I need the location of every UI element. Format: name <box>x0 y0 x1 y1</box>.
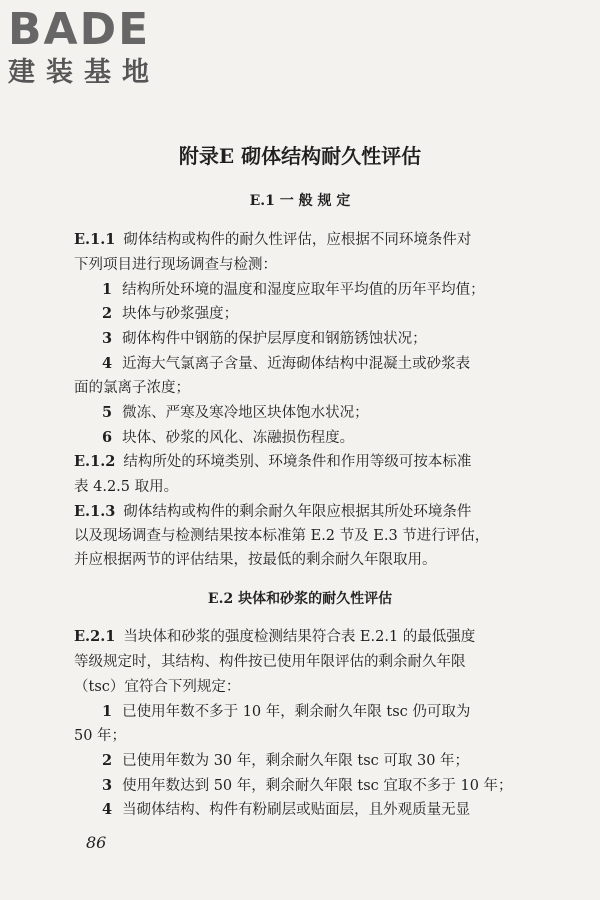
item-text: 已使用年数不多于 10 年，剩余耐久年限 tsc 仍可取为 <box>122 704 471 720</box>
text-line: 表 4.2.5 取用。 <box>74 479 179 495</box>
section-heading-e2: E.2 块体和砂浆的耐久性评估 <box>207 591 393 607</box>
text-line: 等级规定时，其结构、构件按已使用年限评估的剩余耐久年限 <box>74 654 466 670</box>
item-text: 当砌体结构、构件有粉刷层或贴面层，且外观质量无显 <box>122 802 471 818</box>
item-number: 3 <box>102 777 113 794</box>
section-heading-e1: E.1 一 般 规 定 <box>249 193 351 209</box>
text-line: （tsc）宜符合下列规定： <box>74 679 241 695</box>
clause-e-1-1 <box>74 230 519 250</box>
logo-subtitle: 建装基地 <box>8 57 160 88</box>
logo <box>8 6 178 90</box>
list-item <box>102 280 522 300</box>
list-item <box>102 751 522 771</box>
list-item <box>102 776 522 796</box>
item-number: 6 <box>102 429 113 446</box>
item-number: 1 <box>102 703 113 720</box>
clause-label: E.1.1 <box>74 231 116 248</box>
item-text: 近海大气氯离子含量、近海砌体结构中混凝土或砂浆表 <box>122 356 471 372</box>
list-item <box>102 800 522 820</box>
item-number: 3 <box>102 330 113 347</box>
clause-text: 当块体和砂浆的强度检测结果符合表 E.2.1 的最低强度 <box>123 629 476 645</box>
logo-mark: BADE <box>8 4 151 55</box>
list-item <box>102 304 522 324</box>
item-text: 微冻、严寒及寒冷地区块体饱水状况； <box>122 405 369 421</box>
item-text: 已使用年数为 30 年，剩余耐久年限 tsc 可取 30 年； <box>122 753 470 769</box>
appendix-title: 附录E 砌体结构耐久性评估 <box>178 144 422 168</box>
item-number: 1 <box>102 281 113 298</box>
list-item <box>102 403 522 423</box>
item-number: 2 <box>102 305 113 322</box>
clause-text: 砌体结构或构件的剩余耐久年限应根据其所处环境条件 <box>123 504 472 520</box>
item-number: 2 <box>102 752 113 769</box>
text-line: 并应根据两节的评估结果，按最低的剩余耐久年限取用。 <box>74 552 437 568</box>
clause-text: 结构所处的环境类别、环境条件和作用等级可按本标准 <box>123 454 472 470</box>
item-text: 砌体构件中钢筋的保护层厚度和钢筋锈蚀状况； <box>122 331 427 347</box>
item-number: 4 <box>102 801 113 818</box>
clause-text: 砌体结构或构件的耐久性评估，应根据不同环境条件对 <box>123 232 472 248</box>
clause-label: E.1.2 <box>74 453 116 470</box>
text-line: 下列项目进行现场调查与检测： <box>74 257 277 273</box>
page-number: 86 <box>86 833 107 852</box>
list-item <box>102 428 522 448</box>
clause-e-1-2 <box>74 452 519 472</box>
item-text: 结构所处环境的温度和湿度应取年平均值的历年平均值； <box>122 282 485 298</box>
item-number: 4 <box>102 355 113 372</box>
text-line: 面的氯离子浓度； <box>74 380 190 396</box>
list-item <box>102 702 522 722</box>
text-line: 以及现场调查与检测结果按本标准第 E.2 节及 E.3 节进行评估， <box>74 528 490 544</box>
item-text: 块体与砂浆强度； <box>122 306 239 322</box>
item-text: 使用年数达到 50 年，剩余耐久年限 tsc 宜取不多于 10 年； <box>122 778 513 794</box>
list-item <box>102 354 522 374</box>
clause-e-2-1 <box>74 627 519 647</box>
clause-label: E.2.1 <box>74 628 116 645</box>
clause-label: E.1.3 <box>74 503 116 520</box>
item-text: 块体、砂浆的风化、冻融损伤程度。 <box>122 430 355 446</box>
item-number: 5 <box>102 404 113 421</box>
text-line: 50 年； <box>74 728 127 744</box>
list-item <box>102 329 522 349</box>
clause-e-1-3 <box>74 502 519 522</box>
